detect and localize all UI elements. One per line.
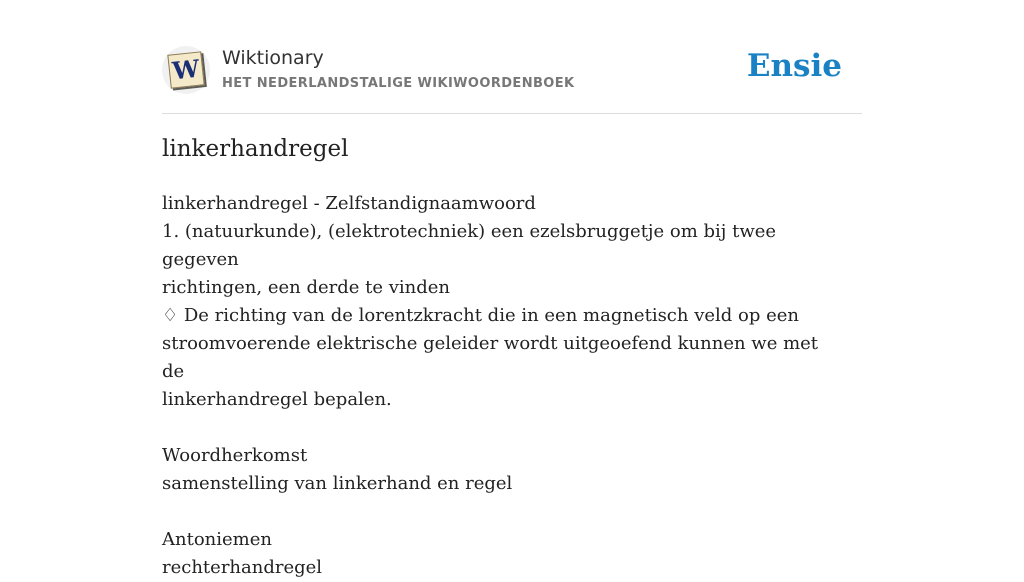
- definition-line: 1. (natuurkunde), (elektrotechniek) een ezelsbruggetje om bij twee gegeven: [162, 221, 777, 270]
- ensie-brand-logo[interactable]: Ensie: [746, 48, 842, 84]
- page-title: linkerhandregel: [162, 136, 349, 162]
- wiktionary-logo-icon: W: [167, 51, 204, 88]
- site-name[interactable]: Wiktionary: [222, 47, 324, 69]
- antonyms-text: rechterhandregel: [162, 557, 323, 578]
- spacer: [162, 414, 842, 442]
- word-type-line: linkerhandregel - Zelfstandignaamwoord: [162, 193, 536, 214]
- site-header: [162, 44, 862, 114]
- site-subtitle: HET NEDERLANDSTALIGE WIKIWOORDENBOEK: [222, 76, 575, 91]
- example-line-continued: stroomvoerende elektrische geleider wordt uitgeoefend kunnen we met de: [162, 333, 819, 382]
- definition-content: [162, 190, 842, 582]
- antonyms-heading: Antoniemen: [162, 529, 272, 550]
- example-line-end: linkerhandregel bepalen.: [162, 389, 392, 410]
- definition-line-continued: richtingen, een derde te vinden: [162, 277, 451, 298]
- example-line: ♢ De richting van de lorentzkracht die in een magnetisch veld op een: [162, 305, 800, 326]
- spacer: [162, 498, 842, 526]
- header-divider: [162, 113, 862, 114]
- etymology-heading: Woordherkomst: [162, 445, 308, 466]
- etymology-text: samenstelling van linkerhand en regel: [162, 473, 513, 494]
- wiktionary-logo[interactable]: [162, 46, 210, 94]
